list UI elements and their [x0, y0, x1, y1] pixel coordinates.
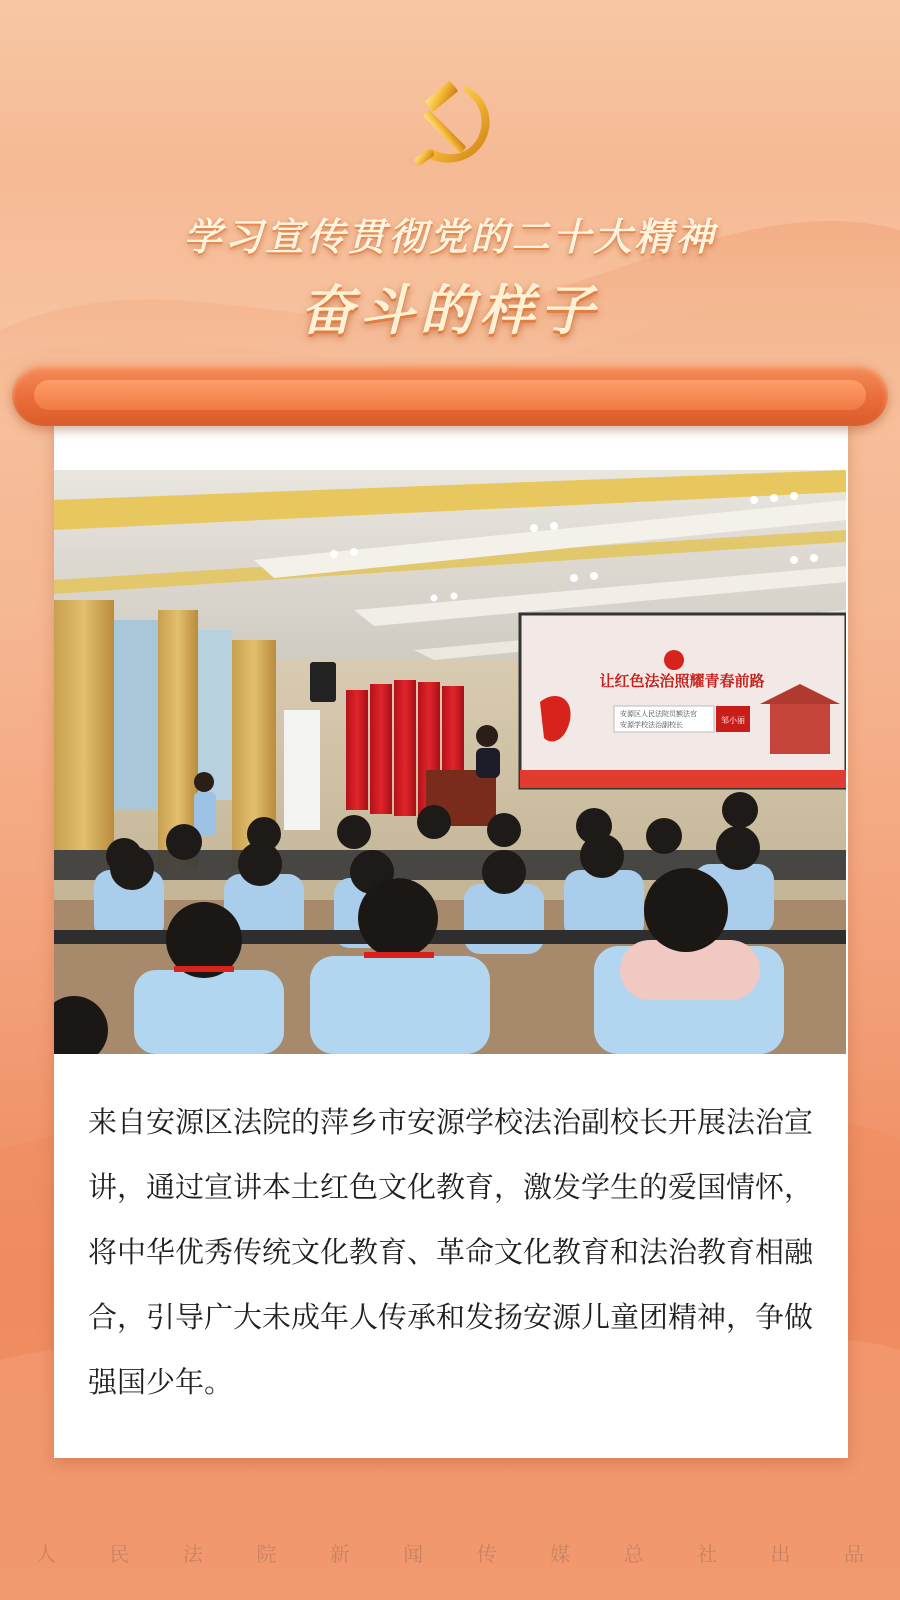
footer-char: 闻: [403, 1542, 424, 1566]
footer-credit: [36, 1538, 864, 1567]
screen-nameplate-name: 邹小丽: [721, 716, 745, 725]
footer-char: 总: [623, 1542, 644, 1566]
screen-nameplate-line1: 安源区人民法院员额法官: [620, 710, 697, 718]
footer-char: 品: [843, 1542, 864, 1566]
footer-char: 传: [476, 1542, 497, 1566]
title-line-2: 奋斗的样子: [300, 279, 600, 342]
footer-char: 社: [697, 1542, 718, 1566]
footer-char: 法: [182, 1542, 203, 1566]
classroom-photo: [54, 470, 846, 1054]
screen-nameplate-line2: 安源学校法治副校长: [620, 721, 683, 729]
party-emblem-icon: [404, 78, 500, 174]
scroll-rod: [12, 364, 888, 426]
classroom-photo-illustration: [54, 470, 846, 1054]
footer-char: 出: [770, 1542, 791, 1566]
footer-char: 媒: [550, 1542, 571, 1566]
footer-char: 院: [256, 1542, 277, 1566]
footer-char: 人: [36, 1542, 56, 1566]
screen-title: 让红色法治照耀青春前路: [599, 672, 765, 690]
scroll-rod-highlight: [34, 380, 866, 410]
caption-text: 来自安源区法院的萍乡市安源学校法治副校长开展法治宣讲，通过宣讲本土红色文化教育，激发学生的爱国情怀，将中华优秀传统文化教育、革命文化教育和法治教育相融合，引导广大未成年人传承和发扬安源儿童团精神，争做强国少年。: [88, 1105, 814, 1399]
footer-char: 民: [109, 1542, 130, 1566]
footer-char: 新: [329, 1542, 350, 1566]
title-line-1: 学习宣传贯彻党的二十大精神: [183, 215, 717, 259]
